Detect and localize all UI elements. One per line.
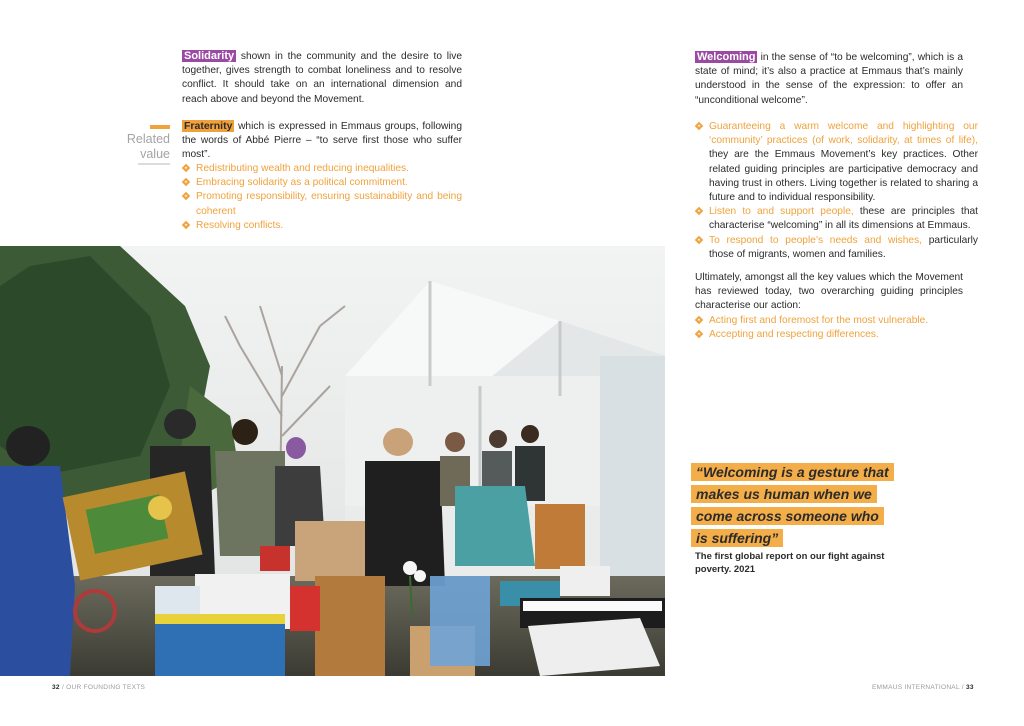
solidarity-tag: Solidarity xyxy=(184,50,235,62)
practices-list xyxy=(695,120,978,262)
community-photo-illustration xyxy=(0,246,665,676)
fraternity-paragraph xyxy=(182,119,462,163)
fraternity-bullet-list xyxy=(182,162,462,233)
diamond-bullet-icon xyxy=(695,316,703,324)
left-footer-text: / OUR FOUNDING TEXTS xyxy=(61,684,146,691)
quote-source: The first global report on our fight against poverty. 2021 xyxy=(695,551,885,575)
diamond-bullet-icon xyxy=(182,192,190,200)
right-page-footer xyxy=(872,684,974,691)
left-page-number: 32 xyxy=(52,684,60,691)
fraternity-tag: Fraternity xyxy=(184,120,233,132)
community-photo xyxy=(0,246,665,676)
solidarity-paragraph xyxy=(182,49,462,107)
list-item: Guaranteeing a warm welcome and highlighting our ‘community’ practices (of work, solidarity, at times of life), they are the Emmaus Movement’s key practices. Other related guiding principles are participative democracy and having trust in others. Living together is related to sharing a future and to individual responsibility. xyxy=(695,120,978,205)
diamond-bullet-icon xyxy=(182,178,190,186)
diamond-bullet-icon xyxy=(695,207,703,215)
diamond-bullet-icon xyxy=(182,164,190,172)
list-item: Embracing solidarity as a political commitment. xyxy=(182,176,462,190)
right-footer-text: EMMAUS INTERNATIONAL / xyxy=(872,684,964,691)
pull-quote-text: “Welcoming is a gesture that makes us human when we come across someone who is suffering” xyxy=(691,463,894,547)
list-item: Resolving conflicts. xyxy=(182,219,462,233)
diamond-bullet-icon xyxy=(695,330,703,338)
list-item: Acting first and foremost for the most vulnerable. xyxy=(695,314,978,328)
right-page-number: 33 xyxy=(965,684,974,691)
left-page-footer xyxy=(52,684,145,691)
list-item: To respond to people’s needs and wishes, particularly those of migrants, women and families. xyxy=(695,234,978,262)
principles-list xyxy=(695,314,978,342)
welcoming-paragraph xyxy=(695,50,963,108)
solidarity-text: shown in the community and the desire to live together, gives strength to combat loneliness and to resolve conflict. It should take on an international dimension and reach above and beyond the Movement. xyxy=(182,51,462,105)
list-item: Accepting and respecting differences. xyxy=(695,328,978,342)
diamond-bullet-icon xyxy=(695,235,703,243)
welcoming-text: in the sense of “to be welcoming”, which is a state of mind; it’s also a practice at Emmaus that’s mainly understood in the sense of the expression: to offer an “unconditional welcome”. xyxy=(695,52,963,106)
related-value-label: Related value xyxy=(126,132,170,161)
diamond-bullet-icon xyxy=(695,122,703,130)
diamond-bullet-icon xyxy=(182,221,190,229)
related-value-marker xyxy=(150,125,170,129)
ultimately-paragraph: Ultimately, amongst all the key values which the Movement has reviewed today, two overarching guiding principles characterise our action: xyxy=(695,272,963,312)
welcoming-tag: Welcoming xyxy=(697,51,756,63)
list-item: Listen to and support people, these are principles that characterise “welcoming” in all its dimensions at Emmaus. xyxy=(695,205,978,233)
pull-quote xyxy=(691,461,891,549)
list-item: Redistributing wealth and reducing inequalities. xyxy=(182,162,462,176)
fraternity-text: which is expressed in Emmaus groups, following the words of Abbé Pierre – “to serve first those who suffer most”. xyxy=(182,121,462,161)
related-value-underline xyxy=(138,163,170,165)
list-item: Promoting responsibility, ensuring sustainability and being coherent xyxy=(182,190,462,218)
